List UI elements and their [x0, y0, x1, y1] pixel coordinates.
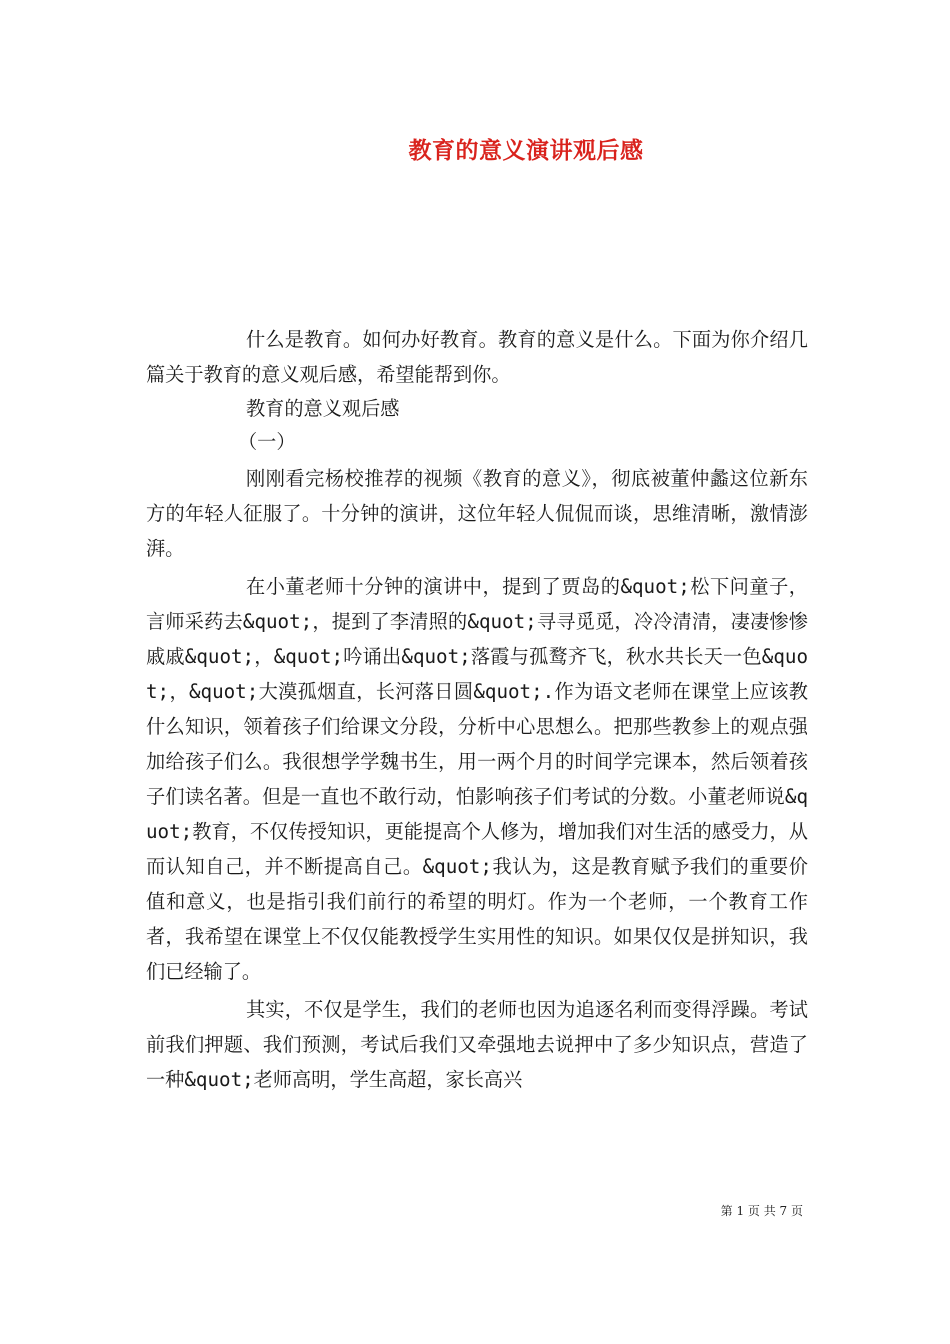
paragraph-section-number: （一） — [238, 430, 296, 453]
paragraph-body: 在小董老师十分钟的演讲中，提到了贾岛的&quot;松下问童子，言师采药去&quot;，提到了李清照的&quot;寻寻觅觅，冷冷清清，凄凄惨惨戚戚&quot;，&quot;吟诵出&quot;落霞与孤鹜齐飞，秋水共长天一色&quot;，&quot;大漠孤烟直，长河落日圆&quot;.作为语文老师在课堂上应该教什么知识，领着孩子们给课文分段，分析中心思想么。把那些教参上的观点强加给孩子们么。我很想学学魏书生，用一两个月的时间学完课本，然后领着孩子们读名著。但是一直也不敢行动，怕影响孩子们考试的分数。小董老师说&quot;教育，不仅传授知识，更能提高个人修为，增加我们对生活的感受力，从而认知自己，并不断提高自己。&quot;我认为，这是教育赋予我们的重要价值和意义，也是指引我们前行的希望的明灯。作为一个老师，一个教育工作者，我希望在课堂上不仅仅能教授学生实用性的知识。如果仅仅是拼知识，我们已经输了。 — [146, 575, 808, 983]
document-body — [146, 322, 808, 1097]
paragraph-subtitle: 教育的意义观后感 — [246, 397, 400, 420]
paragraph-body: 刚刚看完杨校推荐的视频《教育的意义》，彻底被董仲蠡这位新东方的年轻人征服了。十分钟的演讲，这位年轻人侃侃而谈，思维清晰，激情澎湃。 — [146, 467, 808, 560]
paragraph-intro: 什么是教育。如何办好教育。教育的意义是什么。下面为你介绍几篇关于教育的意义观后感，希望能帮到你。 — [146, 328, 808, 386]
page-number-footer: 第 1 页 共 7 页 — [720, 1204, 803, 1218]
paragraph-body: 其实，不仅是学生，我们的老师也因为追逐名利而变得浮躁。考试前我们押题、我们预测，考试后我们又牵强地去说押中了多少知识点，营造了一种&quot;老师高明，学生高超，家长高兴 — [146, 998, 808, 1091]
document-title: 教育的意义演讲观后感 — [408, 137, 644, 164]
